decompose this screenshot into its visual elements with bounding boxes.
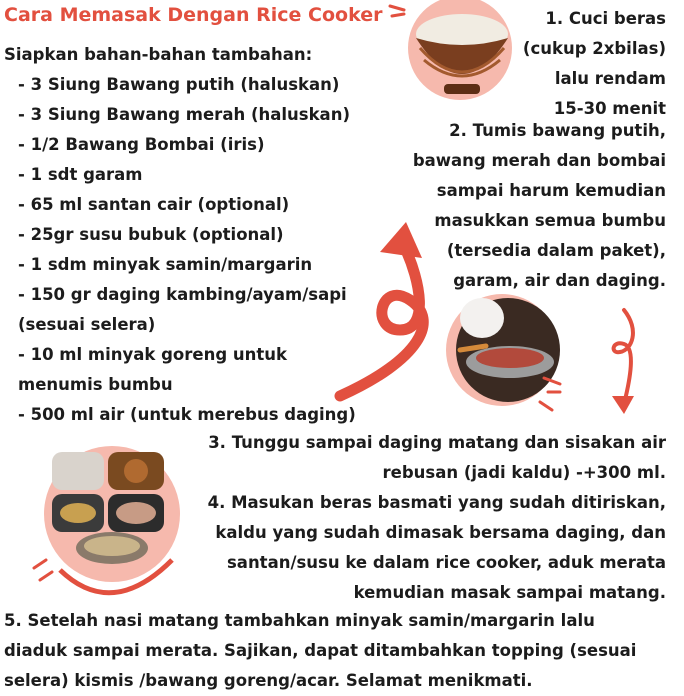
step-line: diaduk sampai merata. Sajikan, dapat ditambahkan topping (sesuai (4, 641, 637, 660)
list-item: - 3 Siung Bawang merah (haluskan) (18, 105, 350, 124)
step-line: kemudian masak sampai matang. (353, 583, 666, 602)
step-line: bawang merah dan bombai (412, 151, 666, 170)
list-item: - 10 ml minyak goreng untuk (18, 345, 287, 364)
ingredients-list (4, 40, 356, 430)
page-title: Cara Memasak Dengan Rice Cooker (4, 4, 383, 26)
list-item: menumis bumbu (18, 375, 173, 394)
list-item: - 1 sdm minyak samin/margarin (18, 255, 313, 274)
accent-dashes-bottom (34, 560, 52, 580)
ingredients-heading: Siapkan bahan-bahan tambahan: (4, 45, 313, 64)
rice-bowl-photo (408, 0, 512, 100)
step-2 (413, 116, 666, 296)
list-item: - 500 ml air (untuk merebus daging) (18, 405, 356, 424)
cooking-photo (446, 294, 560, 406)
step-line: rebusan (jadi kaldu) -+300 ml. (382, 463, 666, 482)
list-item: - 25gr susu bubuk (optional) (18, 225, 284, 244)
step-line: garam, air dan daging. (453, 271, 666, 290)
list-item: (sesuai selera) (18, 315, 156, 334)
step-line: (tersedia dalam paket), (446, 241, 666, 260)
collage-photo (44, 446, 180, 593)
list-item: - 1 sdt garam (18, 165, 143, 184)
step-line: selera) kismis /bawang goreng/acar. Selamat menikmati. (4, 671, 533, 690)
list-item: - 1/2 Bawang Bombai (iris) (18, 135, 265, 154)
list-item: - 150 gr daging kambing/ayam/sapi (18, 285, 347, 304)
arrow-down-icon (612, 310, 634, 414)
list-item: - 3 Siung Bawang putih (haluskan) (18, 75, 340, 94)
accent-dashes-top (390, 6, 404, 16)
step-3-4 (208, 428, 666, 608)
step-line: sampai harum kemudian (436, 181, 666, 200)
step-line: 2. Tumis bawang putih, (449, 121, 666, 140)
step-1 (523, 4, 666, 124)
step-5 (4, 606, 636, 696)
step-line: lalu rendam (554, 69, 666, 88)
step-line: (cukup 2xbilas) (522, 39, 666, 58)
step-line: 5. Setelah nasi matang tambahkan minyak samin/margarin lalu (4, 611, 595, 630)
step-line: santan/susu ke dalam rice cooker, aduk merata (226, 553, 666, 572)
step-line: 15-30 menit (553, 99, 666, 118)
step-line: 4. Masukan beras basmati yang sudah ditiriskan, (207, 493, 666, 512)
step-line: masukkan semua bumbu (434, 211, 666, 230)
step-line: 3. Tunggu sampai daging matang dan sisakan air (208, 433, 666, 452)
step-line: kaldu yang sudah dimasak bersama daging, dan (215, 523, 666, 542)
step-line: 1. Cuci beras (545, 9, 666, 28)
list-item: - 65 ml santan cair (optional) (18, 195, 290, 214)
